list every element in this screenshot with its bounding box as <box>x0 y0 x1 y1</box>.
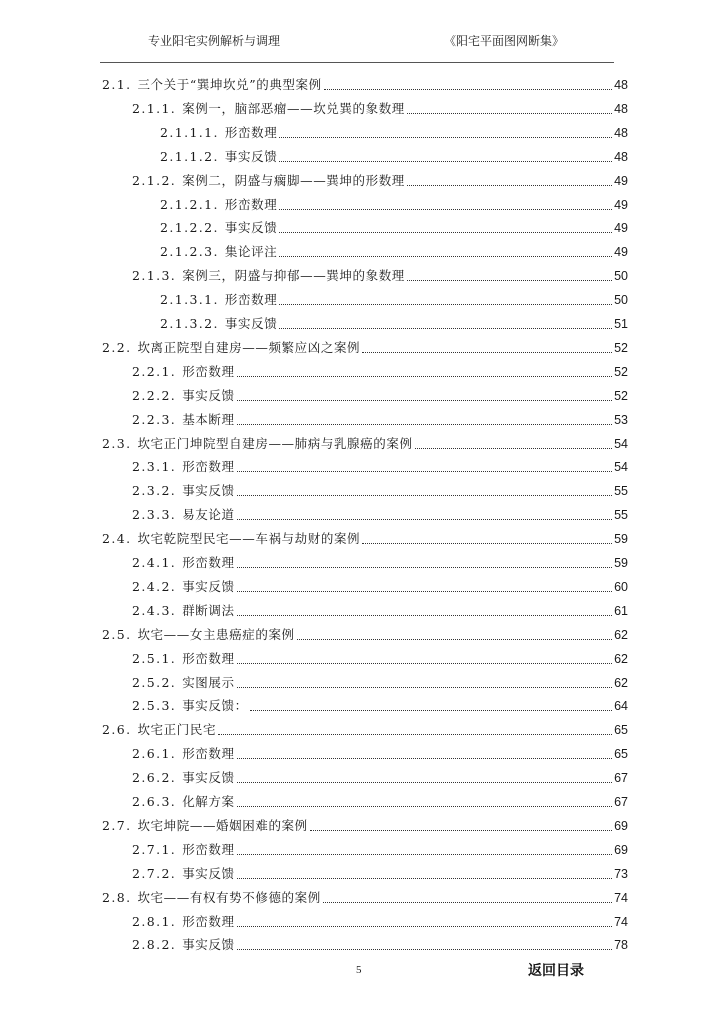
toc-entry-number: 2.3.1. <box>132 459 177 475</box>
toc-entry-number: 2.6.1. <box>132 746 177 762</box>
toc-entry-title: 形峦数理 <box>182 746 235 762</box>
toc-entry-title: 形峦数理 <box>224 196 278 212</box>
toc-entry[interactable] <box>160 124 628 142</box>
toc-entry-page: 55 <box>614 508 628 523</box>
toc-dot-leader <box>237 424 613 425</box>
toc-entry-title: 基本断理 <box>182 411 235 427</box>
toc-entry[interactable] <box>132 172 628 190</box>
toc-entry[interactable] <box>132 100 628 118</box>
toc-entry-number: 2.2.1. <box>132 363 177 379</box>
toc-entry-page: 65 <box>614 747 628 762</box>
toc-entry-title: 三个关于“巽坤坎兑”的典型案例 <box>137 77 322 92</box>
toc-entry[interactable] <box>132 602 628 620</box>
toc-entry-title: 事实反馈 <box>224 220 278 236</box>
toc-entry-page: 62 <box>614 651 628 666</box>
toc-entry-page: 50 <box>614 293 628 308</box>
toc-entry-number: 2.6. <box>102 722 132 738</box>
toc-entry-number: 2.3.3. <box>132 507 177 523</box>
toc-entry-number: 2.1.3. <box>132 268 177 284</box>
toc-entry-number: 2.1.1. <box>132 100 177 116</box>
toc-entry-title: 形峦数理 <box>182 459 235 475</box>
toc-entry-page: 48 <box>614 78 628 92</box>
toc-entry-title: 形峦数理 <box>182 555 235 570</box>
toc-entry[interactable] <box>160 196 628 214</box>
toc-entry-number: 2.7. <box>102 817 132 833</box>
toc-entry-page: 52 <box>614 340 628 355</box>
toc-entry-page: 65 <box>614 723 628 738</box>
toc-entry-title: 易友论道 <box>182 507 235 523</box>
toc-dot-leader <box>279 137 612 138</box>
toc-entry-number: 2.1.2.2. <box>160 220 219 236</box>
toc-entry-page: 60 <box>614 579 628 594</box>
toc-entry-page: 48 <box>614 101 628 116</box>
toc-entry-title: 坎宅乾院型民宅——车祸与劫财的案例 <box>137 531 361 547</box>
toc-entry-number: 2.1. <box>102 77 132 92</box>
toc-entry[interactable] <box>102 339 628 357</box>
toc-entry-number: 2.6.2. <box>132 770 177 786</box>
toc-entry-number: 2.5. <box>102 626 132 642</box>
toc-entry[interactable] <box>102 530 628 548</box>
toc-entry-title: 事实反馈 <box>182 387 235 403</box>
toc-entry[interactable] <box>132 578 628 596</box>
toc-entry-title: 坎宅正门民宅 <box>137 722 217 738</box>
toc-entry[interactable] <box>160 219 628 237</box>
toc-dot-leader <box>237 758 613 759</box>
toc-dot-leader <box>237 926 613 927</box>
toc-entry[interactable] <box>102 76 628 94</box>
toc-dot-leader <box>237 495 613 496</box>
toc-entry-page: 62 <box>614 675 628 690</box>
toc-entry-page: 49 <box>614 245 628 260</box>
toc-entry-page: 67 <box>614 771 628 786</box>
toc-entry-page: 49 <box>614 173 628 188</box>
toc-entry[interactable] <box>132 554 628 572</box>
toc-entry-title: 案例一，脑部恶瘤——坎兑巽的象数理 <box>182 100 405 116</box>
toc-entry-title: 形峦数理 <box>182 363 235 379</box>
toc-entry[interactable] <box>102 817 628 835</box>
toc-entry[interactable] <box>132 650 628 668</box>
toc-dot-leader <box>279 232 612 233</box>
toc-entry[interactable] <box>102 626 628 644</box>
toc-entry-title: 事实反馈 <box>182 770 235 786</box>
toc-entry-title: 事实反馈 <box>182 578 235 594</box>
toc-entry-title: 坎宅——女主患癌症的案例 <box>137 626 295 642</box>
toc-entry-title: 事实反馈 <box>182 483 235 499</box>
toc-entry-number: 2.3.2. <box>132 483 177 499</box>
toc-entry[interactable] <box>102 721 628 739</box>
header-right-title: 《阳宅平面图网断集》 <box>444 34 565 48</box>
toc-entry-number: 2.4.1. <box>132 555 177 570</box>
toc-entry-page: 61 <box>614 603 628 618</box>
toc-entry-title: 集论评注 <box>224 244 278 260</box>
toc-entry-title: 坎宅——有权有势不修德的案例 <box>137 889 321 905</box>
toc-entry-page: 73 <box>614 866 628 881</box>
toc-entry-page: 48 <box>614 125 628 140</box>
toc-entry-number: 2.1.2.1. <box>160 196 219 212</box>
toc-dot-leader <box>237 949 613 950</box>
toc-entry-title: 群断调法 <box>182 602 235 618</box>
toc-dot-leader <box>297 639 612 640</box>
toc-entry-title: 事实反馈 <box>224 316 278 331</box>
toc-dot-leader <box>237 663 613 664</box>
toc-entry-title: 事实反馈 <box>224 148 278 164</box>
toc-entry[interactable] <box>132 506 628 524</box>
toc-entry-page: 54 <box>614 436 628 451</box>
toc-entry[interactable] <box>132 769 628 787</box>
toc-entry-page: 49 <box>614 197 628 212</box>
toc-entry[interactable] <box>102 435 628 453</box>
page-number: 5 <box>356 964 362 976</box>
toc-dot-leader <box>279 161 612 162</box>
toc-dot-leader <box>237 687 613 688</box>
toc-entry-title: 形峦数理 <box>182 841 235 857</box>
toc-dot-leader <box>279 256 612 257</box>
toc-dot-leader <box>237 567 613 568</box>
toc-entry-page: 59 <box>614 532 628 547</box>
toc-entry-page: 74 <box>614 914 628 929</box>
toc-entry-page: 78 <box>614 938 628 953</box>
toc-entry[interactable] <box>132 745 628 763</box>
toc-entry-number: 2.3. <box>102 435 132 451</box>
toc-entry-number: 2.4.3. <box>132 602 177 618</box>
toc-entry-title: 案例二，阴盛与瘸脚——巽坤的形数理 <box>182 172 405 188</box>
toc-entry-title: 坎离正院型自建房——频繁应凶之案例 <box>137 339 361 355</box>
toc-dot-leader <box>250 710 612 711</box>
toc-dot-leader <box>237 854 613 855</box>
toc-dot-leader <box>237 519 613 520</box>
toc-entry-page: 53 <box>614 412 628 427</box>
toc-dot-leader <box>310 830 612 831</box>
toc-entry-page: 52 <box>614 364 628 379</box>
back-to-contents-link[interactable]: 返回目录 <box>528 963 584 979</box>
toc-entry-page: 64 <box>614 699 628 714</box>
toc-entry-number: 2.6.3. <box>132 794 177 809</box>
toc-entry-number: 2.5.3. <box>132 698 177 714</box>
toc-dot-leader <box>415 448 613 449</box>
toc-entry[interactable] <box>132 674 628 692</box>
toc-entry-number: 2.8.2. <box>132 937 177 953</box>
toc-entry-number: 2.8. <box>102 889 132 905</box>
toc-dot-leader <box>237 782 613 783</box>
toc-entry-number: 2.1.1.2. <box>160 148 219 164</box>
toc-entry-number: 2.7.1. <box>132 841 177 857</box>
toc-entry-page: 54 <box>614 460 628 475</box>
toc-entry-page: 50 <box>614 269 628 284</box>
toc-entry-title: 化解方案 <box>182 794 235 809</box>
toc-dot-leader <box>323 902 612 903</box>
toc-entry[interactable] <box>160 315 628 333</box>
toc-entry[interactable] <box>132 458 628 476</box>
toc-entry-number: 2.2.2. <box>132 387 177 403</box>
toc-entry-number: 2.8.1. <box>132 913 177 929</box>
toc-entry-number: 2.5.1. <box>132 650 177 666</box>
toc-entry-title: 坎宅坤院——婚姻困难的案例 <box>137 817 308 833</box>
toc-entry-page: 69 <box>614 818 628 833</box>
toc-entry-page: 62 <box>614 627 628 642</box>
toc-entry-number: 2.2.3. <box>132 411 177 427</box>
header-left-title: 专业阳宅实例解析与调理 <box>148 34 281 48</box>
toc-entry-title: 形峦数理 <box>182 913 235 929</box>
toc-entry-page: 51 <box>614 317 628 331</box>
toc-entry[interactable] <box>132 841 628 859</box>
toc-entry-number: 2.4. <box>102 531 132 547</box>
toc-dot-leader <box>362 543 612 544</box>
toc-entry-page: 55 <box>614 484 628 499</box>
toc-dot-leader <box>237 615 613 616</box>
toc-entry-title: 形峦数理 <box>224 124 278 140</box>
toc-entry[interactable] <box>132 387 628 405</box>
toc-entry-title: 案例三，阴盛与抑郁——巽坤的象数理 <box>182 268 405 284</box>
toc-entry[interactable] <box>160 148 628 166</box>
toc-dot-leader <box>237 376 613 377</box>
toc-entry-page: 69 <box>614 842 628 857</box>
toc-entry-title: 事实反馈 <box>182 937 235 953</box>
toc-entry[interactable] <box>160 243 628 261</box>
toc-entry-title: 形峦数理 <box>224 292 278 308</box>
toc-entry-number: 2.1.2.3. <box>160 244 219 260</box>
toc-entry[interactable] <box>160 291 628 309</box>
toc-entry-page: 48 <box>614 149 628 164</box>
toc-entry[interactable] <box>132 482 628 500</box>
toc-dot-leader <box>407 113 612 114</box>
toc-entry[interactable] <box>132 793 628 811</box>
toc-entry-number: 2.7.2. <box>132 865 177 881</box>
toc-dot-leader <box>279 209 612 210</box>
toc-entry-title: 事实反馈： <box>182 698 248 714</box>
toc-dot-leader <box>279 328 612 329</box>
toc-entry-page: 49 <box>614 221 628 236</box>
toc-entry[interactable] <box>132 267 628 285</box>
toc-dot-leader <box>237 400 613 401</box>
toc-dot-leader <box>407 280 612 281</box>
toc-entry-number: 2.1.3.2. <box>160 316 219 331</box>
toc-entry[interactable] <box>132 411 628 429</box>
toc-entry[interactable] <box>132 363 628 381</box>
toc-dot-leader <box>237 878 613 879</box>
toc-entry[interactable] <box>102 889 628 907</box>
toc-entry-page: 74 <box>614 890 628 905</box>
toc-dot-leader <box>237 806 613 807</box>
toc-entry[interactable] <box>132 697 628 715</box>
toc-entry-number: 2.1.2. <box>132 172 177 188</box>
toc-entry[interactable] <box>132 913 628 931</box>
toc-entry-number: 2.2. <box>102 339 132 355</box>
toc-dot-leader <box>407 185 612 186</box>
toc-entry-title: 事实反馈 <box>182 865 235 881</box>
toc-entry-title: 形峦数理 <box>182 650 235 666</box>
toc-entry-number: 2.5.2. <box>132 674 177 690</box>
toc-entry-page: 67 <box>614 795 628 809</box>
toc-entry-title: 坎宅正门坤院型自建房——肺病与乳腺癌的案例 <box>137 435 413 451</box>
toc-entry-title: 实图展示 <box>182 674 235 690</box>
toc-dot-leader <box>218 734 612 735</box>
toc-entry-page: 52 <box>614 388 628 403</box>
toc-entry-number: 2.1.3.1. <box>160 292 219 308</box>
toc-dot-leader <box>362 352 612 353</box>
toc-entry-number: 2.4.2. <box>132 578 177 594</box>
toc-entry[interactable] <box>132 936 628 954</box>
toc-entry[interactable] <box>132 865 628 883</box>
toc-dot-leader <box>324 89 612 90</box>
toc-dot-leader <box>279 304 612 305</box>
toc-entry-page: 59 <box>614 556 628 570</box>
toc-dot-leader <box>237 471 613 472</box>
toc-dot-leader <box>237 591 613 592</box>
toc-entry-number: 2.1.1.1. <box>160 124 219 140</box>
